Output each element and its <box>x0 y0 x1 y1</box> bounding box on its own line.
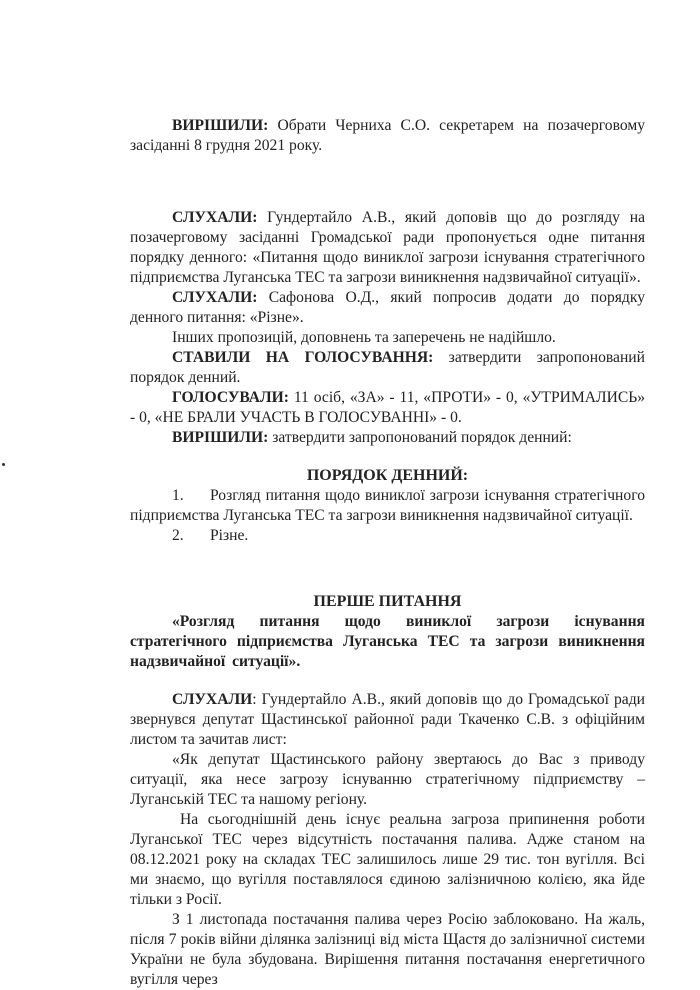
agenda-item <box>130 526 645 546</box>
decision-agenda <box>130 428 645 448</box>
heard-letter-intro <box>130 690 645 750</box>
heard-gundertailo <box>130 208 645 288</box>
label-voted: ГОЛОСУВАЛИ: <box>172 389 289 406</box>
agenda-title: ПОРЯДОК ДЕННИЙ: <box>306 467 469 484</box>
label-decided: ВИРІШИЛИ: <box>172 429 269 446</box>
letter-paragraph: З 1 листопада постачання палива через Росію заблоковано. На жаль, після 7 років війни ділянка залізниці від міста Щастя до залізничної системи України не була збудована. Вирішення питання постачання енергетичного вугілля через <box>130 911 645 988</box>
label-heard: СЛУХАЛИ: <box>172 289 258 306</box>
heard-safonova-text: Сафонова О.Д., який попросив додати до порядку денного питання: «Різне». <box>130 289 645 326</box>
scan-speck <box>2 463 5 466</box>
voting-results <box>130 388 645 428</box>
no-other-proposals: Інших пропозицій, доповнень та заперечень не надійшло. <box>172 329 556 346</box>
first-question-subject: «Розгляд питання щодо виниклої загрози існування стратегічного підприємства Луганська ТЕС та загрози виникнення надзвичайної ситуації». <box>130 613 645 670</box>
decision-secretary <box>130 116 645 156</box>
heard-safonova <box>130 288 645 328</box>
document-body <box>130 116 645 990</box>
decision-agenda-text: затвердити запропонований порядок денний: <box>268 429 572 446</box>
heard-letter-intro-text: : Гундертайло А.В., який доповів що до Громадської ради звернувся депутат Щастинської районної ради Ткаченко С.В. з офіційним листом та зачитав лист: <box>130 691 645 748</box>
agenda-item <box>130 486 645 526</box>
agenda-item-text: Різне. <box>210 527 249 544</box>
agenda-item-number: 1. <box>172 487 184 504</box>
label-decided: ВИРІШИЛИ: <box>172 117 269 134</box>
letter-paragraph: «Як депутат Щастинського району звертаюсь до Вас з приводу ситуації, яка несе загрозу існуванню стратегічному підприємству – Луганській ТЕС та нашому регіону. <box>130 751 645 808</box>
decision-secretary-text: Обрати Черниха С.О. секретарем на позачерговому засіданні 8 грудня 2021 року. <box>130 117 645 154</box>
first-question-title: ПЕРШЕ ПИТАННЯ <box>313 593 462 610</box>
heard-gundertailo-text: Гундертайло А.В., який доповів що до розгляду на позачерговому засіданні Громадської ради пропонується одне питання порядку денного: «Питання щодо виниклої загрози існування стратегічного підприємства Луганська ТЕС та загрози виникнення надзвичайної ситуації». <box>130 209 645 286</box>
letter-paragraph: На сьогоднішній день існує реальна загроза припинення роботи Луганської ТЕС через відсутність постачання палива. Адже станом на 08.12.2021 року на складах ТЕС залишилось лише 29 тис. тон вугілля. Всі ми знаємо, що вугілля поставлялося єдиною залізничною колією, яка йде тільки з Росії. <box>130 811 645 908</box>
agenda-item-number: 2. <box>172 527 184 544</box>
put-to-vote <box>130 348 645 388</box>
label-put-to-vote: СТАВИЛИ НА ГОЛОСУВАННЯ: <box>172 349 434 366</box>
label-heard: СЛУХАЛИ: <box>172 209 258 226</box>
label-heard: СЛУХАЛИ <box>172 691 253 708</box>
voting-results-text: 11 осіб, «ЗА» - 11, «ПРОТИ» - 0, «УТРИМАЛИСЬ» - 0, «НЕ БРАЛИ УЧАСТЬ В ГОЛОСУВАННІ» - 0. <box>130 389 645 426</box>
put-to-vote-text: затвердити запропонований порядок денний. <box>130 349 645 386</box>
agenda-item-text: Розгляд питання щодо виниклої загрози існування стратегічного підприємства Луганська ТЕС та загрози виникнення надзвичайної ситуації. <box>130 487 645 524</box>
